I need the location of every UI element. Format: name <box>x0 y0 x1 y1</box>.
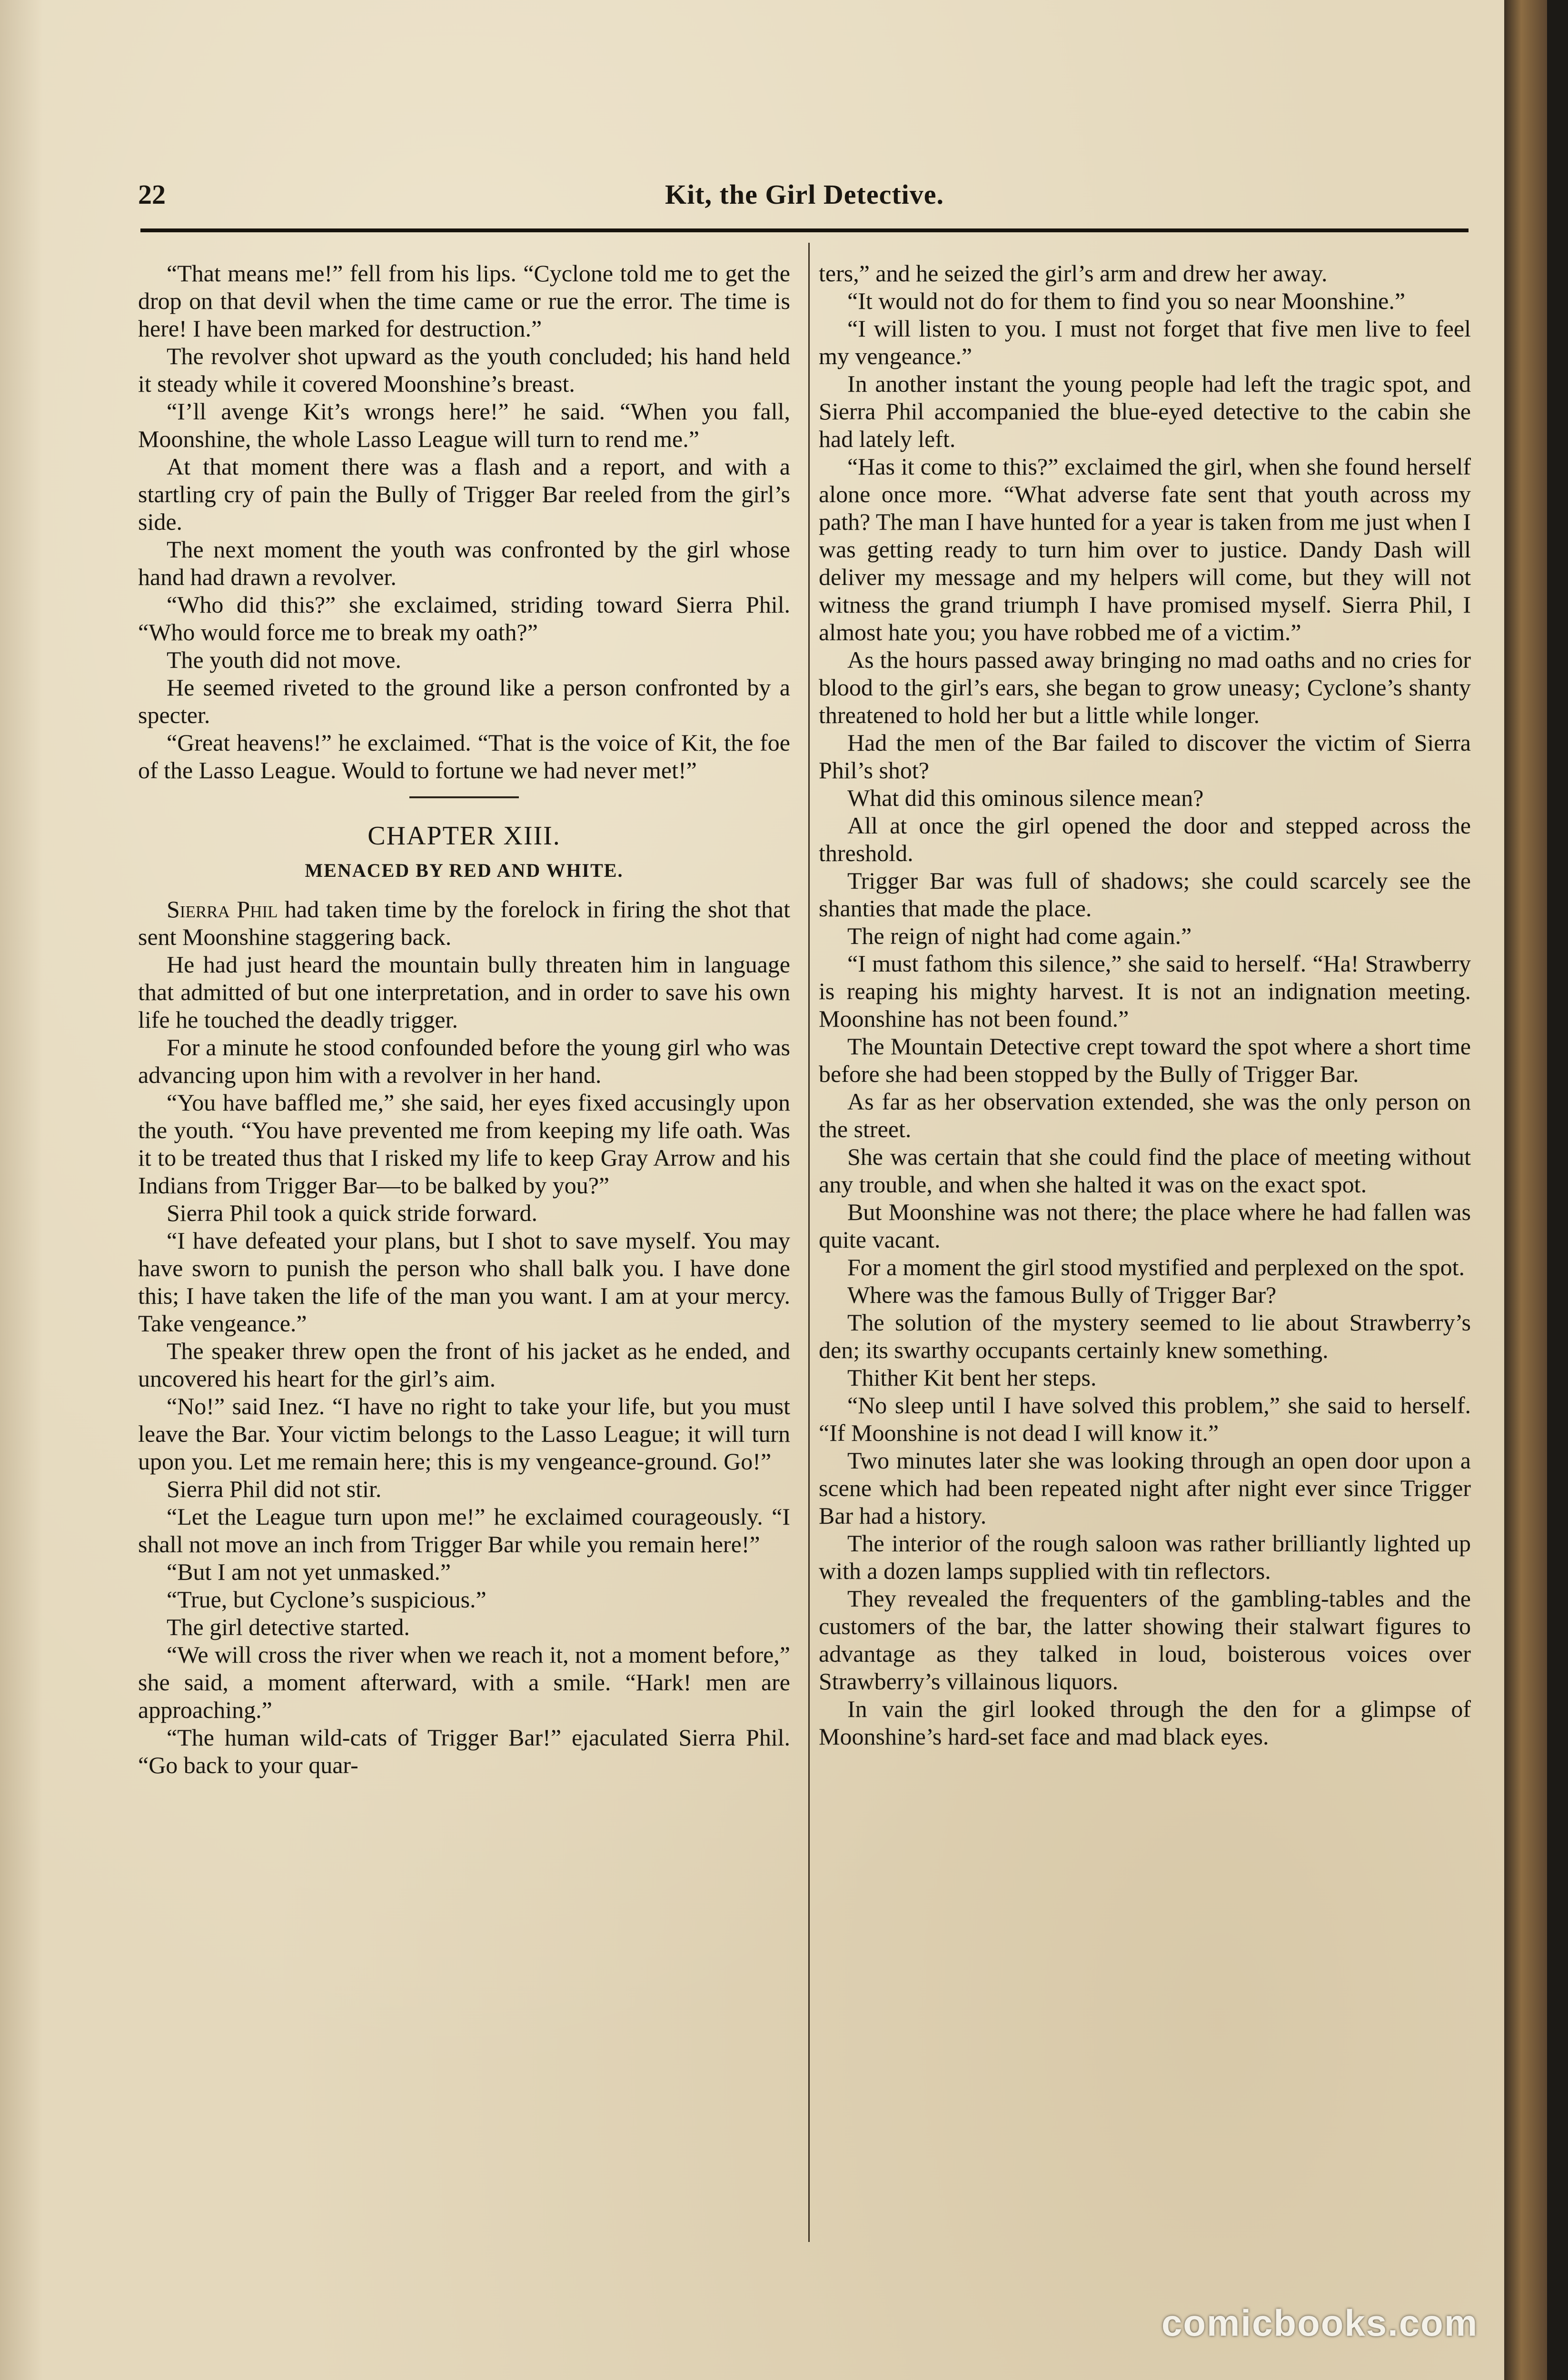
paragraph: “Great heavens!” he exclaimed. “That is the voice of Kit, the foe of the Lasso League. Would to fortune we had never met!” <box>138 729 790 783</box>
paragraph: “I will listen to you. I must not forget that five men live to feel my vengeance.” <box>819 315 1471 369</box>
page-number: 22 <box>138 179 166 210</box>
paragraph: Where was the famous Bully of Trigger Bar? <box>847 1281 1277 1308</box>
paragraph: “No!” said Inez. “I have no right to take your life, but you must leave the Bar. Your victim belongs to the Lasso League; it will turn upon you. Let me remain here; this is my vengeance-ground. Go!” <box>138 1393 790 1475</box>
paragraph: The Mountain Detective crept toward the spot where a short time before she had been stopped by the Bully of Trigger Bar. <box>819 1033 1471 1087</box>
paragraph: But Moonshine was not there; the place where he had fallen was quite vacant. <box>819 1199 1471 1253</box>
paragraph: “Who did this?” she exclaimed, striding toward Sierra Phil. “Who would force me to break my oath?” <box>138 591 790 645</box>
paragraph: The girl detective started. <box>167 1614 410 1640</box>
page-edge <box>1504 0 1547 2380</box>
paragraph: The reign of night had come again.” <box>847 922 1192 949</box>
paragraph: She was certain that she could find the place of meeting without any trouble, and when she halted it was on the exact spot. <box>819 1143 1471 1198</box>
paragraph: The youth did not move. <box>167 646 401 673</box>
paragraph: The solution of the mystery seemed to lie about Strawberry’s den; its swarthy occupants certainly knew something. <box>819 1309 1471 1363</box>
paragraph: The speaker threw open the front of his jacket as he ended, and uncovered his heart for the girl’s aim. <box>138 1338 790 1392</box>
right-paragraphs <box>819 287 1471 1750</box>
paragraph: Sierra Phil did not stir. <box>167 1476 382 1502</box>
paragraph: “It would not do for them to find you so near Moonshine.” <box>847 288 1406 314</box>
paragraph: “But I am not yet unmasked.” <box>167 1558 451 1585</box>
paragraph: “We will cross the river when we reach it, not a moment before,” she said, a moment afterward, with a smile. “Hark! men are approaching.” <box>138 1641 790 1723</box>
paragraph: Two minutes later she was looking through an open door upon a scene which had been repeated night after night ever since Trigger Bar had a history. <box>819 1447 1471 1529</box>
chapter-first-paragraph <box>138 895 790 951</box>
paragraph: “True, but Cyclone’s suspicious.” <box>167 1586 486 1613</box>
left-column <box>138 259 790 2259</box>
chapter-lead-words: Sierra Phil <box>167 896 278 922</box>
paragraph: “I’ll avenge Kit’s wrongs here!” he said. “When you fall, Moonshine, the whole Lasso League will turn to rend me.” <box>138 398 790 452</box>
paragraph: At that moment there was a flash and a report, and with a startling cry of pain the Bully of Trigger Bar reeled from the girl’s side. <box>138 453 790 535</box>
paragraph: “No sleep until I have solved this problem,” she said to herself. “If Moonshine is not dead I will know it.” <box>819 1392 1471 1446</box>
chapter-subtitle: MENACED BY RED AND WHITE. <box>305 860 624 881</box>
paragraph: The revolver shot upward as the youth concluded; his hand held it steady while it covered Moonshine’s breast. <box>138 343 790 397</box>
paragraph: Sierra Phil took a quick stride forward. <box>167 1200 537 1226</box>
paragraph: Trigger Bar was full of shadows; she could scarcely see the shanties that made the place. <box>819 867 1471 922</box>
paragraph: “Let the League turn upon me!” he exclaimed courageously. “I shall not move an inch from Trigger Bar while you remain here!” <box>138 1503 790 1557</box>
column-divider <box>808 243 810 2242</box>
paragraph: “You have baffled me,” she said, her eyes fixed accusingly upon the youth. “You have prevented me from keeping my life oath. Was it to be treated thus that I risked my life to keep Gray Arrow and his Indians from Trigger Bar—to be balked by you?” <box>138 1089 790 1199</box>
paragraph: “That means me!” fell from his lips. “Cyclone told me to get the drop on that devil when the time came or rue the error. The time is here! I have been marked for destruction.” <box>138 260 790 342</box>
paragraph: What did this ominous silence mean? <box>847 784 1204 811</box>
chapter-first-paragraph-text: had taken time by the forelock in firing the shot that sent Moonshine staggering back. <box>138 896 790 950</box>
paragraph: He seemed riveted to the ground like a person confronted by a specter. <box>138 674 790 728</box>
paragraph: He had just heard the mountain bully threaten him in language that admitted of but one interpretation, and in order to save his own life he touched the deadly trigger. <box>138 951 790 1033</box>
paragraph: As the hours passed away bringing no mad oaths and no cries for blood to the girl’s ears, she began to grow uneasy; Cyclone’s shanty threatened to hold her but a little while longer. <box>819 646 1471 728</box>
paragraph: Had the men of the Bar failed to discover the victim of Sierra Phil’s shot? <box>819 729 1471 783</box>
chapter-separator <box>409 796 519 798</box>
paragraph: All at once the girl opened the door and stepped across the threshold. <box>819 812 1471 866</box>
left-paragraphs-after <box>138 951 790 1779</box>
paragraph: In another instant the young people had left the tragic spot, and Sierra Phil accompanied the blue-eyed detective to the cabin she had lately left. <box>819 370 1471 452</box>
paragraph: “I have defeated your plans, but I shot to save myself. You may have sworn to punish the person who shall balk you. I have done this; I have taken the life of the man you want. I am at your mercy. Take vengeance.” <box>138 1227 790 1337</box>
paragraph: “Has it come to this?” exclaimed the girl, when she found herself alone once more. “What adverse fate sent that youth across my path? The man I have hunted for a year is taken from me just when I was getting ready to turn him over to justice. Dandy Dash will deliver my message and my helpers will come, but they will not witness the grand triumph I have promised myself. Sierra Phil, I almost hate you; you have robbed me of a victim.” <box>819 453 1471 645</box>
paragraph: For a moment the girl stood mystified and perplexed on the spot. <box>847 1254 1465 1280</box>
continued-paragraph: ters,” and he seized the girl’s arm and drew her away. <box>819 260 1328 287</box>
right-column <box>819 259 1471 2259</box>
paragraph: The interior of the rough saloon was rather brilliantly lighted up with a dozen lamps supplied with tin reflectors. <box>819 1530 1471 1584</box>
paragraph: As far as her observation extended, she was the only person on the street. <box>819 1088 1471 1142</box>
paragraph: For a minute he stood confounded before the young girl who was advancing upon him with a revolver in her hand. <box>138 1034 790 1088</box>
paragraph: “The human wild-cats of Trigger Bar!” ejaculated Sierra Phil. “Go back to your quar- <box>138 1724 790 1778</box>
running-title: Kit, the Girl Detective. <box>665 179 944 210</box>
paragraph: “I must fathom this silence,” she said to herself. “Ha! Strawberry is reaping his mighty harvest. It is not an indignation meeting. Moonshine has not been found.” <box>819 950 1471 1032</box>
paragraph: Thither Kit bent her steps. <box>847 1364 1097 1391</box>
watermark: comicbooks.com <box>1161 2302 1479 2344</box>
paragraph: In vain the girl looked through the den for a glimpse of Moonshine’s hard-set face and mad black eyes. <box>819 1696 1471 1750</box>
left-paragraphs-before <box>138 259 790 784</box>
chapter-heading: CHAPTER XIII. <box>367 821 561 851</box>
paragraph: They revealed the frequenters of the gambling-tables and the customers of the bar, the latter showing their stalwart figures to advantage as they talked in loud, boisterous voices over Strawberry’s villainous liquors. <box>819 1585 1471 1695</box>
header-rule <box>140 228 1469 232</box>
page-header <box>138 178 1471 217</box>
paragraph: The next moment the youth was confronted by the girl whose hand had drawn a revolver. <box>138 536 790 590</box>
